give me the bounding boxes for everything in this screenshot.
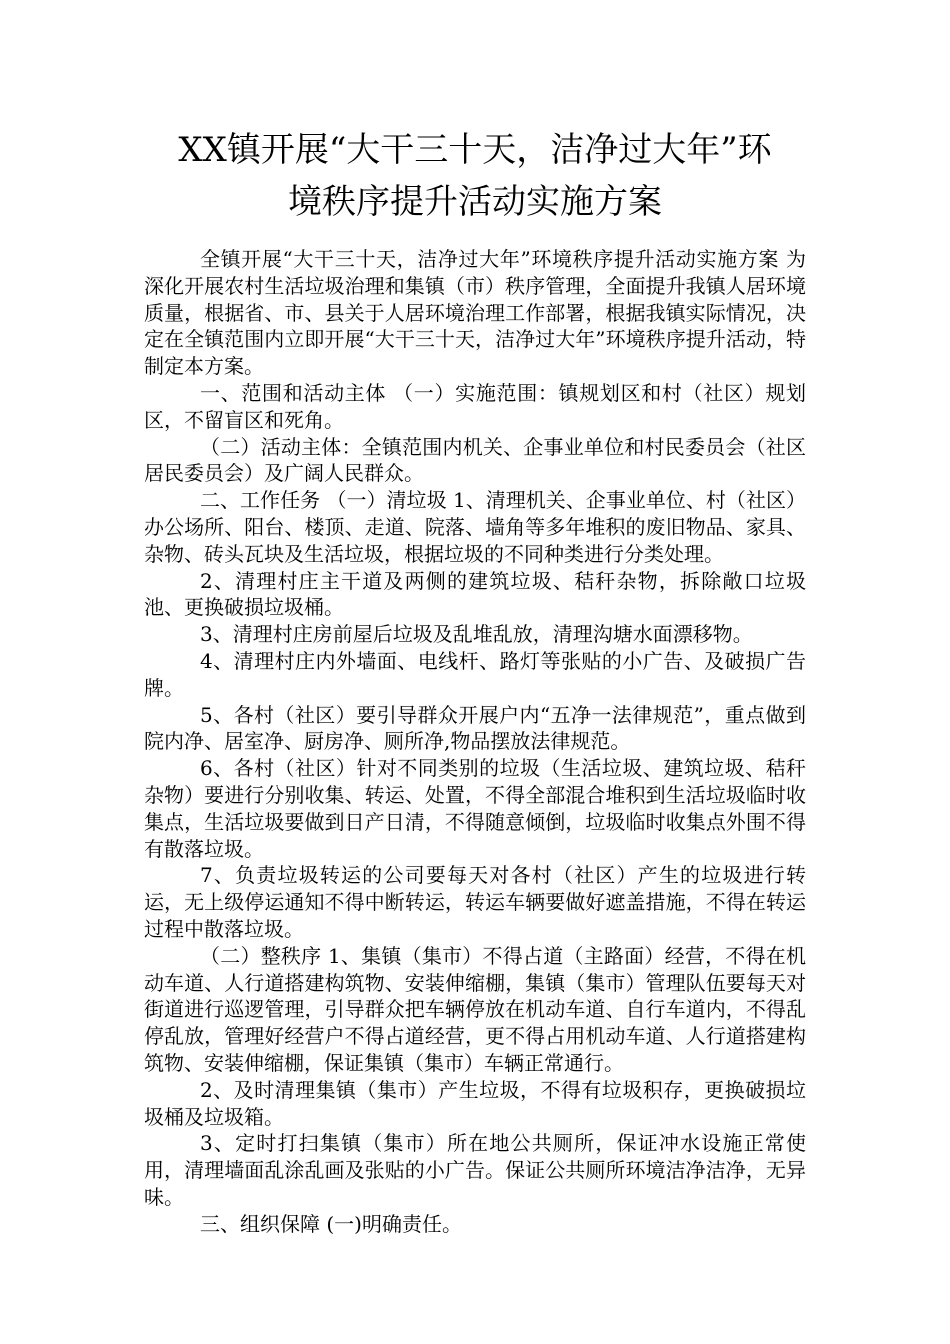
paragraph-tasks-7: 7、负责垃圾转运的公司要每天对各村（社区）产生的垃圾进行转运，无上级停运通知不得中断转运，转运车辆要做好遮盖措施，不得在转运过程中散落垃圾。 — [144, 863, 806, 941]
paragraph-intro: 全镇开展“大干三十天，洁净过大年”环境秩序提升活动实施方案 为深化开展农村生活垃圾治理和集镇（市）秩序管理，全面提升我镇人居环境质量，根据省、市、县关于人居环境治理工作部署，根据我镇实际情况，决定在全镇范围内立即开展“大干三十天，洁净过大年”环境秩序提升活动，特制定本方案。 — [144, 247, 806, 379]
paragraph-tasks-2: 2、清理村庄主干道及两侧的建筑垃圾、秸秆杂物，拆除敞口垃圾池、更换破损垃圾桶。 — [144, 568, 806, 620]
paragraph-scope: 一、范围和活动主体 （一）实施范围：镇规划区和村（社区）规划区，不留盲区和死角。 — [144, 380, 806, 432]
paragraph-tasks-3: 3、清理村庄房前屋后垃圾及乱堆乱放，清理沟塘水面漂移物。 — [200, 622, 753, 647]
paragraph-tasks-5: 5、各村（社区）要引导群众开展户内“五净一法律规范”，重点做到院内净、居室净、厨房净、厕所净,物品摆放法律规范。 — [144, 702, 806, 754]
paragraph-tasks-4: 4、清理村庄内外墙面、电线杆、路灯等张贴的小广告、及破损广告牌。 — [144, 648, 806, 700]
paragraph-tasks-1: 二、工作任务 （一）清垃圾 1、清理机关、企事业单位、村（社区）办公场所、阳台、楼顶、走道、院落、墙角等多年堆积的废旧物品、家具、杂物、砖头瓦块及生活垃圾，根据垃圾的不同种类进行分类处理。 — [144, 488, 806, 566]
paragraph-order-3: 3、定时打扫集镇（集市）所在地公共厕所，保证冲水设施正常使用，清理墙面乱涂乱画及张贴的小广告。保证公共厕所环境洁净洁净，无异味。 — [144, 1131, 806, 1209]
paragraph-tasks-6: 6、各村（社区）针对不同类别的垃圾（生活垃圾、建筑垃圾、秸秆杂物）要进行分别收集、转运、处置，不得全部混合堆积到生活垃圾临时收集点，生活垃圾要做到日产日清，不得随意倾倒，垃圾临时收集点外围不得有散落垃圾。 — [144, 756, 806, 861]
paragraph-order-1: （二）整秩序 1、集镇（集市）不得占道（主路面）经营，不得在机动车道、人行道搭建构筑物、安装伸缩棚，集镇（集市）管理队伍要每天对街道进行巡逻管理，引导群众把车辆停放在机动车道、自行车道内，不得乱停乱放，管理好经营户不得占道经营，更不得占用机动车道、人行道搭建构筑物、安装伸缩棚，保证集镇（集市）车辆正常通行。 — [144, 943, 806, 1075]
paragraph-order-2: 2、及时清理集镇（集市）产生垃圾，不得有垃圾积存，更换破损垃圾桶及垃圾箱。 — [144, 1077, 806, 1129]
title-line-1: XX镇开展“大干三十天，洁净过大年”环 — [178, 130, 772, 170]
document-body — [144, 246, 806, 1237]
title-line-2: 境秩序提升活动实施方案 — [288, 182, 662, 222]
paragraph-organization: 三、组织保障 (一)明确责任。 — [200, 1211, 462, 1236]
paragraph-subjects: （二）活动主体：全镇范围内机关、企事业单位和村民委员会（社区居民委员会）及广阔人民群众。 — [144, 434, 806, 486]
document-title — [140, 124, 810, 228]
